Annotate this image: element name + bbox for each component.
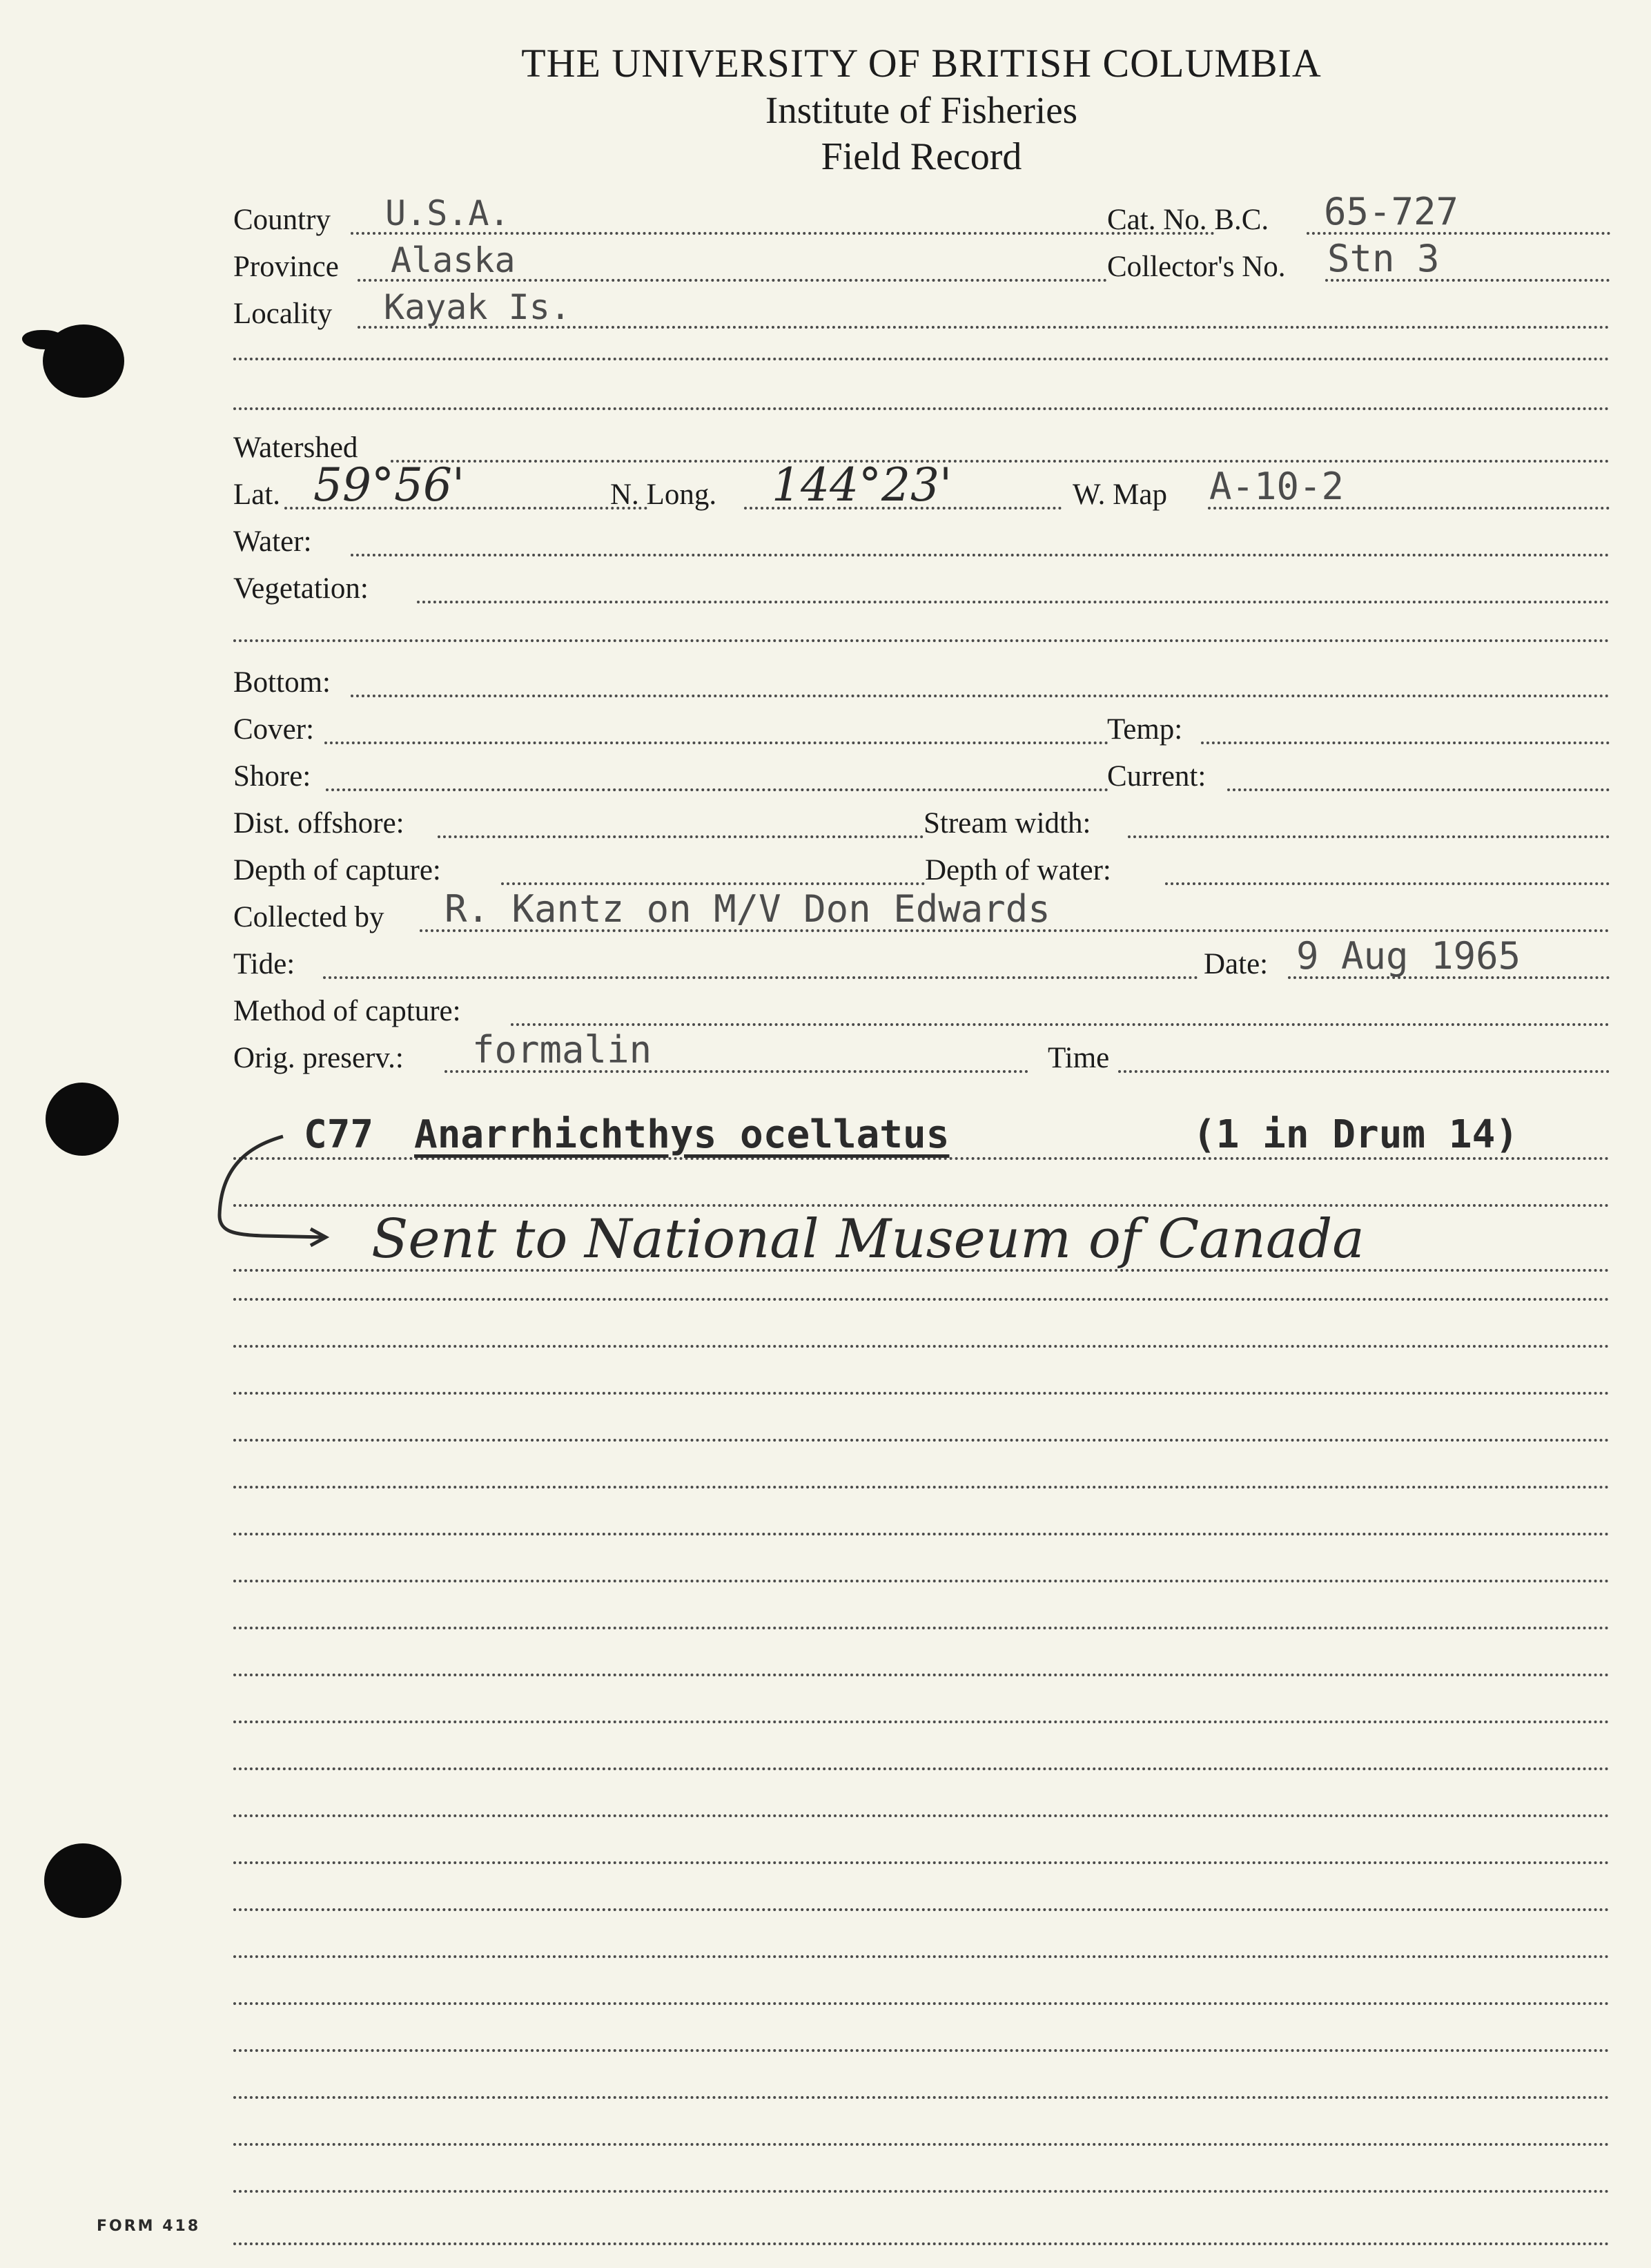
blank-line (233, 1345, 1610, 1348)
bottom-row (233, 649, 1610, 697)
collector-no-label: Collector's No. (1107, 251, 1286, 283)
depth-capture-label: Depth of capture: (233, 854, 441, 886)
specimen-row (233, 1105, 1610, 1160)
specimen-name: Anarrhichthys ocellatus (414, 1112, 950, 1157)
shore-row (233, 743, 1610, 791)
note-upper-line (233, 1204, 1610, 1207)
long-value: 144°23' (772, 458, 952, 512)
blank-line (233, 1674, 1610, 1676)
w-map-label: W. Map (1073, 478, 1167, 511)
n-long-label: N. Long. (610, 478, 717, 511)
blank-line (233, 1627, 1610, 1629)
blank-line (233, 2242, 1610, 2245)
time-line (1118, 1070, 1610, 1073)
punch-hole (44, 1843, 121, 1918)
map-value: A-10-2 (1209, 465, 1345, 508)
tide-row (233, 931, 1610, 979)
lat-label: Lat. (233, 478, 281, 511)
orig-preserv-value: formalin (472, 1028, 652, 1072)
collector-no-value: Stn 3 (1327, 237, 1440, 280)
blank-line (233, 1439, 1610, 1442)
blank-line (233, 2096, 1610, 2099)
province-value: Alaska (391, 240, 516, 280)
locality-label: Locality (233, 298, 333, 330)
blank-line (233, 2002, 1610, 2005)
collected-by-value: R. Kantz on M/V Don Edwards (444, 887, 1051, 931)
locality-row (233, 280, 1610, 329)
bottom-label: Bottom: (233, 666, 331, 699)
depth-row (233, 837, 1610, 885)
province-label: Province (233, 251, 339, 283)
locality-line-3 (233, 407, 1610, 410)
country-row (233, 186, 1610, 235)
water-label: Water: (233, 525, 312, 558)
tide-label: Tide: (233, 948, 295, 980)
province-row (233, 233, 1610, 282)
blank-line (233, 1767, 1610, 1770)
water-row (233, 508, 1610, 556)
blank-line (233, 1392, 1610, 1395)
collected-by-row (233, 884, 1610, 932)
stream-width-label: Stream width: (924, 807, 1091, 840)
institution-heading: THE UNIVERSITY OF BRITISH COLUMBIA (521, 41, 1322, 86)
cover-row (233, 696, 1610, 744)
blank-line (233, 1580, 1610, 1582)
orig-preserv-label: Orig. preserv.: (233, 1042, 404, 1074)
form-code: FORM 418 (97, 2218, 201, 2235)
department-heading: Institute of Fisheries (765, 89, 1078, 131)
blank-line (233, 1814, 1610, 1817)
dist-offshore-label: Dist. offshore: (233, 807, 404, 840)
cat-no-value: 65-727 (1324, 190, 1459, 233)
method-row (233, 978, 1610, 1026)
watershed-label: Watershed (233, 432, 358, 464)
specimen-line (233, 1157, 1610, 1160)
blank-line (233, 1955, 1610, 1958)
method-label: Method of capture: (233, 995, 461, 1027)
date-label: Date: (1204, 948, 1269, 980)
blank-line (233, 1861, 1610, 1864)
lat-value: 59°56' (313, 458, 465, 512)
blank-line (233, 2143, 1610, 2146)
watershed-row (233, 414, 1610, 463)
form-title: Field Record (821, 135, 1022, 178)
country-label: Country (233, 204, 331, 236)
blank-line (233, 1298, 1610, 1301)
blank-line (233, 1908, 1610, 1911)
country-value: U.S.A. (385, 193, 510, 233)
locality-line-2 (233, 358, 1610, 360)
note-arrow-icon (207, 1112, 387, 1270)
punch-hole-tear (22, 330, 63, 349)
specimen-code: C77 (304, 1112, 374, 1157)
coordinates-row (233, 458, 1610, 512)
collected-by-label: Collected by (233, 901, 384, 933)
dist-offshore-row (233, 790, 1610, 838)
cover-label: Cover: (233, 713, 315, 746)
cat-no-label: Cat. No. B.C. (1107, 204, 1269, 236)
vegetation-label: Vegetation: (233, 572, 369, 605)
current-label: Current: (1107, 760, 1206, 793)
punch-hole (46, 1083, 119, 1156)
specimen-quantity: (1 in Drum 14) (1193, 1112, 1519, 1157)
blank-line (233, 2049, 1610, 2052)
blank-line (233, 1721, 1610, 1723)
blank-line (233, 2190, 1610, 2193)
time-label: Time (1048, 1042, 1110, 1074)
blank-line (233, 1486, 1610, 1489)
handwritten-note: Sent to National Museum of Canada (371, 1208, 1365, 1270)
vegetation-row (233, 555, 1610, 603)
orig-preserv-row (233, 1025, 1610, 1073)
shore-label: Shore: (233, 760, 311, 793)
locality-value: Kayak Is. (384, 287, 571, 327)
depth-water-label: Depth of water: (925, 854, 1111, 886)
vegetation-line (417, 601, 1610, 603)
note-row (233, 1210, 1610, 1272)
temp-label: Temp: (1107, 713, 1183, 746)
blank-line (233, 1533, 1610, 1535)
vegetation-line-2 (233, 639, 1610, 642)
date-value: 9 Aug 1965 (1296, 934, 1521, 978)
